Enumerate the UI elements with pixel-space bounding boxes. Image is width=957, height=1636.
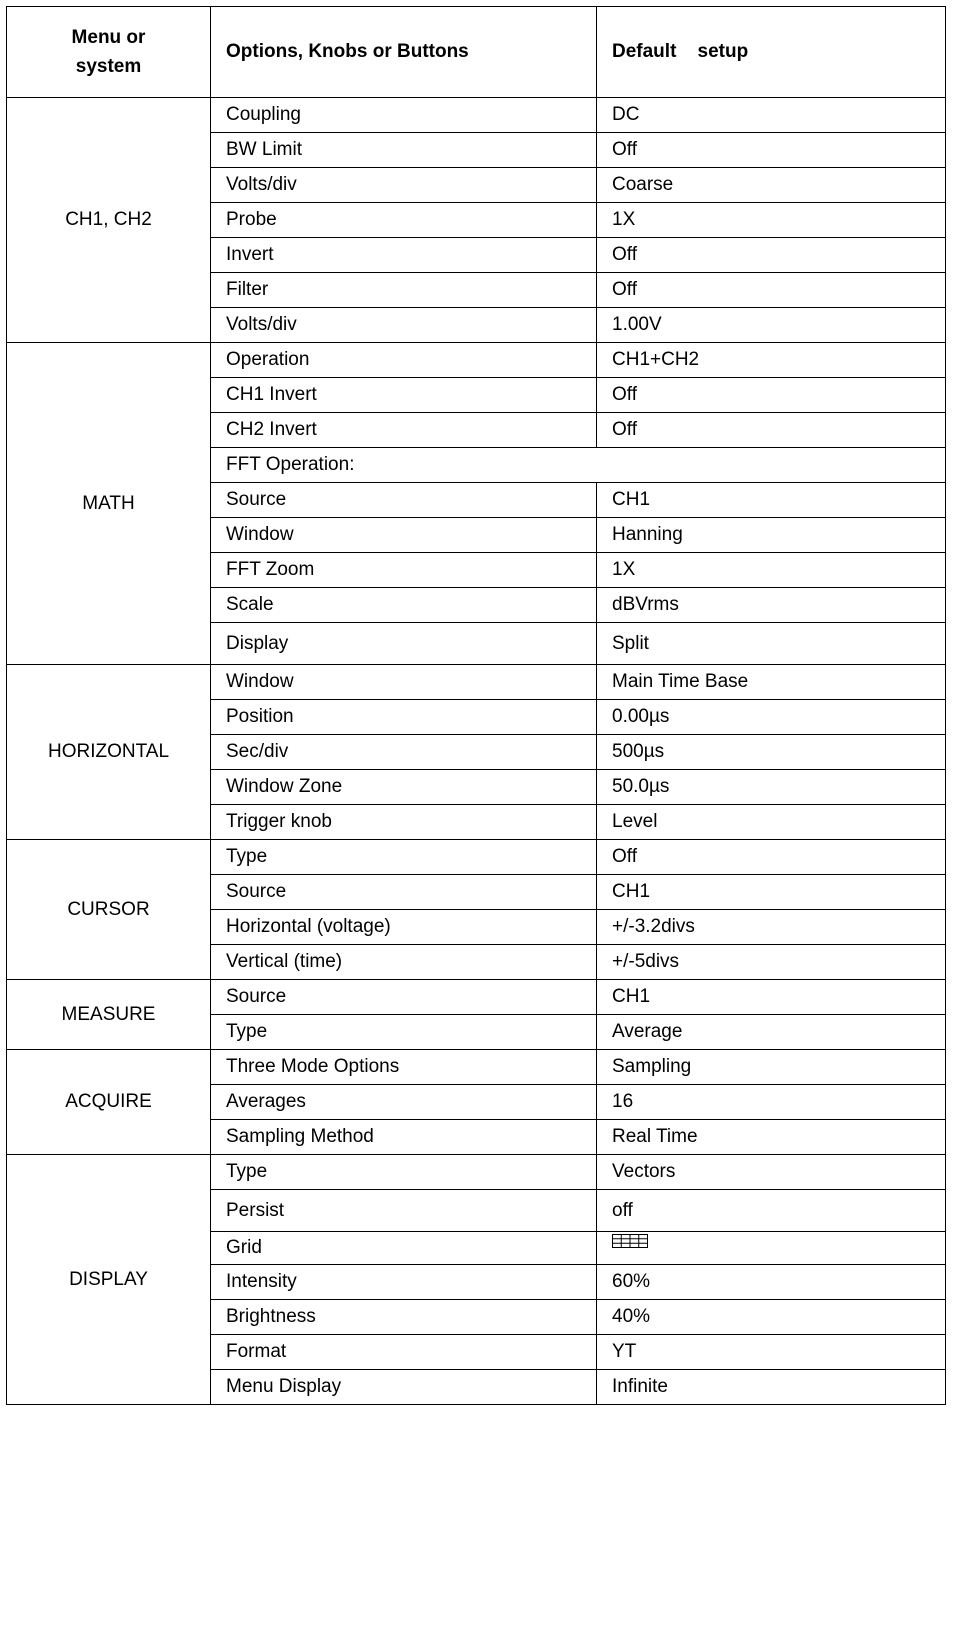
table-row — [7, 343, 946, 378]
option-cell: Horizontal (voltage) — [211, 910, 597, 945]
default-cell: 16 — [597, 1085, 946, 1120]
table-row — [7, 840, 946, 875]
default-cell: 1.00V — [597, 308, 946, 343]
default-cell: 1X — [597, 553, 946, 588]
default-cell: Off — [597, 840, 946, 875]
option-cell: Intensity — [211, 1265, 597, 1300]
table-row — [7, 980, 946, 1015]
default-cell: CH1 — [597, 483, 946, 518]
option-cell: Scale — [211, 588, 597, 623]
option-cell: Format — [211, 1335, 597, 1370]
default-cell: 50.0µs — [597, 770, 946, 805]
group-label: MEASURE — [7, 980, 211, 1050]
group-label: DISPLAY — [7, 1155, 211, 1405]
header-menu-line2: system — [75, 56, 142, 77]
default-cell: 40% — [597, 1300, 946, 1335]
group-label: HORIZONTAL — [7, 665, 211, 840]
default-cell: 60% — [597, 1265, 946, 1300]
default-cell: YT — [597, 1335, 946, 1370]
default-cell: Infinite — [597, 1370, 946, 1405]
header-menu-or-system — [7, 7, 211, 98]
option-cell: BW Limit — [211, 133, 597, 168]
header-menu-line1: Menu or — [71, 27, 146, 48]
option-cell: Invert — [211, 238, 597, 273]
default-cell: Off — [597, 238, 946, 273]
option-cell: Window Zone — [211, 770, 597, 805]
grid-icon — [612, 1234, 648, 1248]
option-cell: Vertical (time) — [211, 945, 597, 980]
default-cell: 500µs — [597, 735, 946, 770]
default-cell — [597, 1232, 946, 1265]
option-cell: Three Mode Options — [211, 1050, 597, 1085]
option-cell: Trigger knob — [211, 805, 597, 840]
default-cell: +/-5divs — [597, 945, 946, 980]
header-default-setup: Default setup — [597, 7, 946, 98]
option-cell: Coupling — [211, 98, 597, 133]
default-cell: CH1 — [597, 980, 946, 1015]
table-row — [7, 1155, 946, 1190]
group-label: ACQUIRE — [7, 1050, 211, 1155]
option-cell: Type — [211, 1015, 597, 1050]
default-cell: Split — [597, 623, 946, 665]
option-cell: Brightness — [211, 1300, 597, 1335]
option-cell: Window — [211, 518, 597, 553]
option-cell: Position — [211, 700, 597, 735]
option-cell: Grid — [211, 1232, 597, 1265]
option-cell: Type — [211, 840, 597, 875]
default-cell: +/-3.2divs — [597, 910, 946, 945]
table-row — [7, 98, 946, 133]
group-label: CURSOR — [7, 840, 211, 980]
default-cell: Off — [597, 413, 946, 448]
default-cell: Off — [597, 273, 946, 308]
option-cell: Source — [211, 483, 597, 518]
group-label: CH1, CH2 — [7, 98, 211, 343]
default-cell: CH1+CH2 — [597, 343, 946, 378]
option-cell: Filter — [211, 273, 597, 308]
default-cell: Off — [597, 378, 946, 413]
table-row — [7, 665, 946, 700]
option-cell: Type — [211, 1155, 597, 1190]
default-cell: off — [597, 1190, 946, 1232]
option-cell: Menu Display — [211, 1370, 597, 1405]
default-cell: dBVrms — [597, 588, 946, 623]
option-cell: Sampling Method — [211, 1120, 597, 1155]
option-cell: Window — [211, 665, 597, 700]
option-cell: Probe — [211, 203, 597, 238]
default-cell: Hanning — [597, 518, 946, 553]
option-cell: Display — [211, 623, 597, 665]
option-cell: Source — [211, 875, 597, 910]
default-cell: Main Time Base — [597, 665, 946, 700]
default-cell: Sampling — [597, 1050, 946, 1085]
default-cell: 0.00µs — [597, 700, 946, 735]
header-options: Options, Knobs or Buttons — [211, 7, 597, 98]
option-cell: Volts/div — [211, 308, 597, 343]
default-cell: 1X — [597, 203, 946, 238]
default-cell: Off — [597, 133, 946, 168]
default-cell: Average — [597, 1015, 946, 1050]
option-cell: CH2 Invert — [211, 413, 597, 448]
table-row — [7, 1050, 946, 1085]
header-row — [7, 7, 946, 98]
default-cell: Coarse — [597, 168, 946, 203]
option-cell: FFT Zoom — [211, 553, 597, 588]
default-cell: Vectors — [597, 1155, 946, 1190]
default-cell: Level — [597, 805, 946, 840]
fft-operation-heading: FFT Operation: — [211, 448, 946, 483]
group-label: MATH — [7, 343, 211, 665]
default-cell: DC — [597, 98, 946, 133]
option-cell: Source — [211, 980, 597, 1015]
option-cell: Averages — [211, 1085, 597, 1120]
option-cell: Volts/div — [211, 168, 597, 203]
default-cell: CH1 — [597, 875, 946, 910]
option-cell: Persist — [211, 1190, 597, 1232]
default-cell: Real Time — [597, 1120, 946, 1155]
option-cell: Operation — [211, 343, 597, 378]
default-setup-table — [6, 6, 946, 1405]
option-cell: Sec/div — [211, 735, 597, 770]
option-cell: CH1 Invert — [211, 378, 597, 413]
